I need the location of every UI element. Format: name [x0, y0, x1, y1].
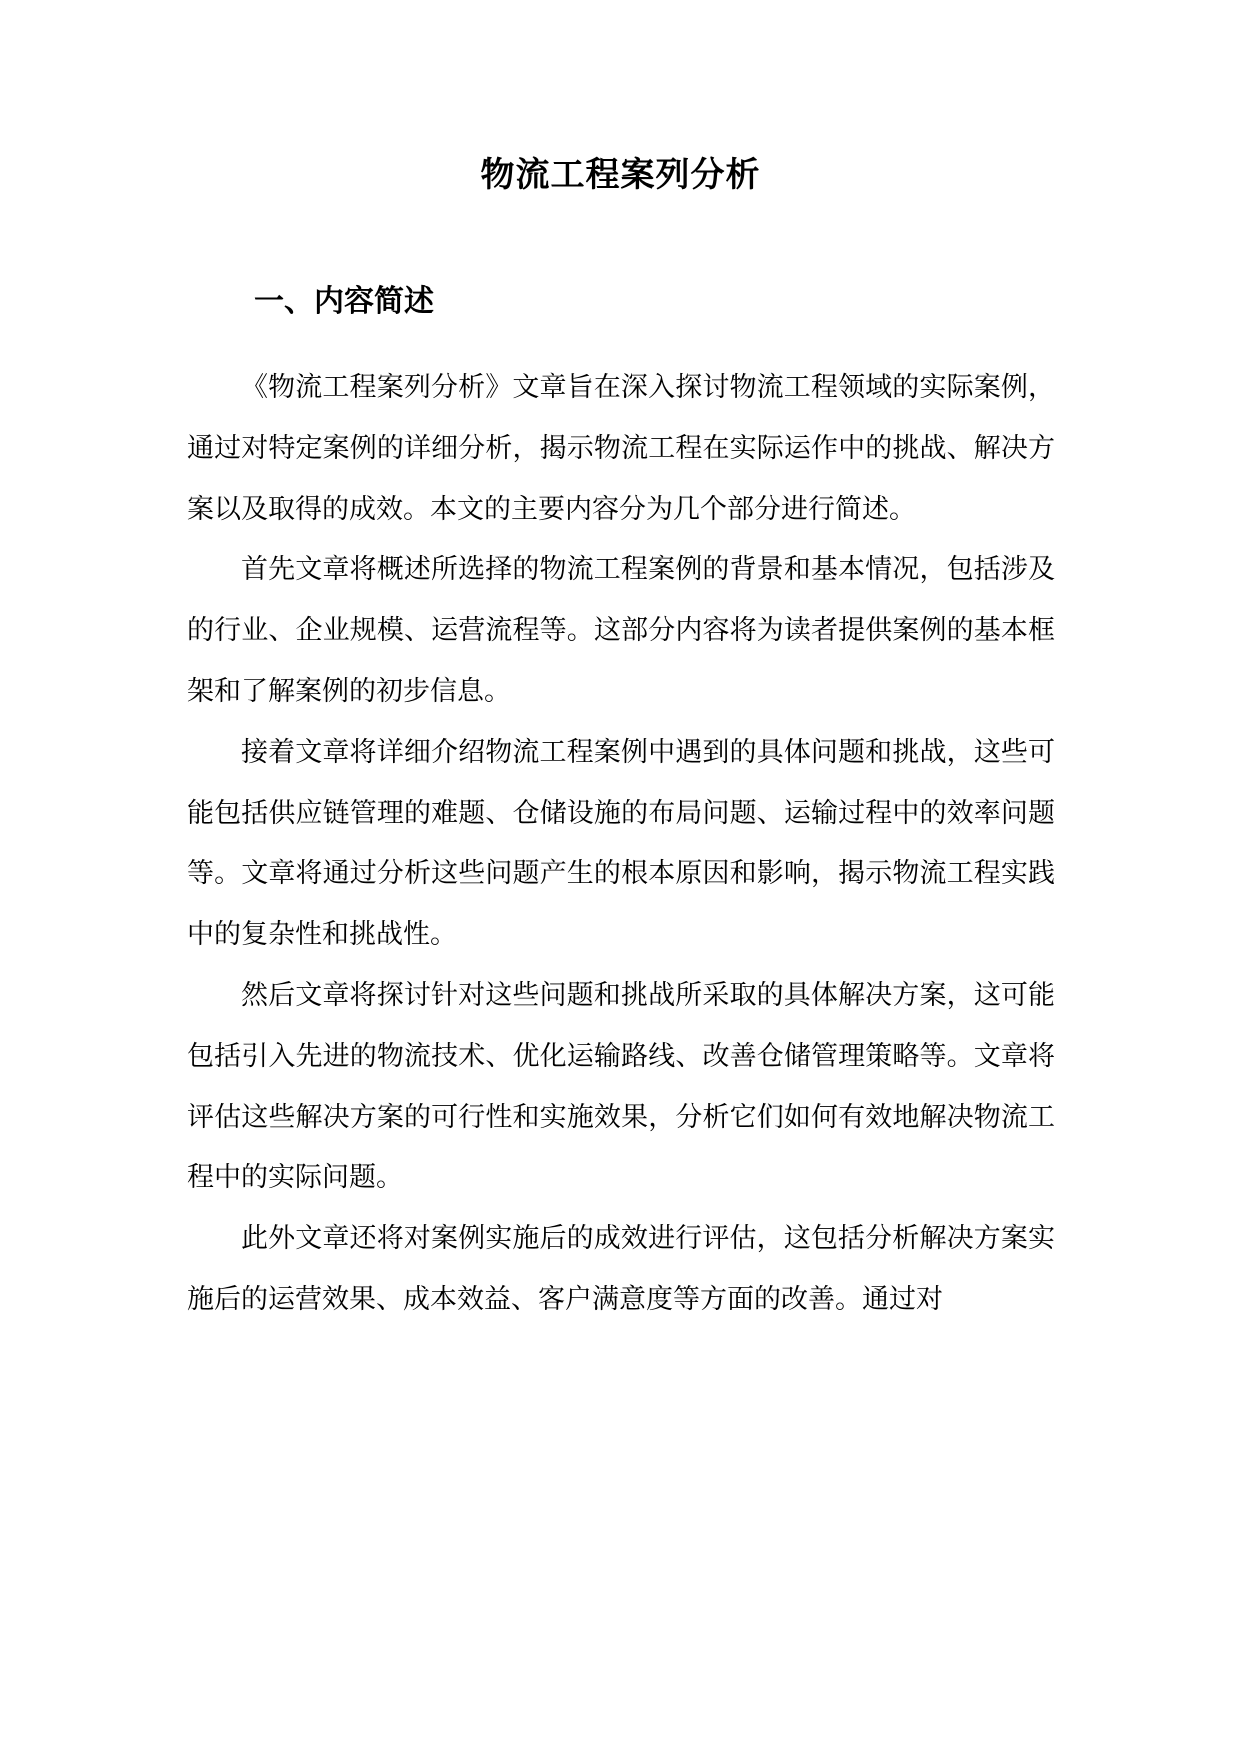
section-heading: 一、内容简述 — [254, 284, 434, 319]
document-title: 物流工程案列分析 — [480, 155, 761, 195]
paragraph: 《物流工程案列分析》文章旨在深入探讨物流工程领域的实际案例，通过对特定案例的详细分析，揭示物流工程在实际运作中的挑战、解决方案以及取得的成效。本文的主要内容分为几个部分进行简述。 — [187, 372, 1055, 525]
paragraph: 此外文章还将对案例实施后的成效进行评估，这包括分析解决方案实施后的运营效果、成本效益、客户满意度等方面的改善。通过对 — [187, 1223, 1055, 1315]
paragraph: 然后文章将探讨针对这些问题和挑战所采取的具体解决方案，这可能包括引入先进的物流技术、优化运输路线、改善仓储管理策略等。文章将评估这些解决方案的可行性和实施效果，分析它们如何有效地解决物流工程中的实际问题。 — [187, 979, 1055, 1194]
paragraph: 接着文章将详细介绍物流工程案例中遇到的具体问题和挑战，这些可能包括供应链管理的难题、仓储设施的布局问题、运输过程中的效率问题等。文章将通过分析这些问题产生的根本原因和影响，揭示物流工程实践中的复杂性和挑战性。 — [187, 736, 1055, 951]
paragraph: 首先文章将概述所选择的物流工程案例的背景和基本情况，包括涉及的行业、企业规模、运营流程等。这部分内容将为读者提供案例的基本框架和了解案例的初步信息。 — [187, 554, 1055, 707]
document-body — [187, 358, 1055, 1331]
